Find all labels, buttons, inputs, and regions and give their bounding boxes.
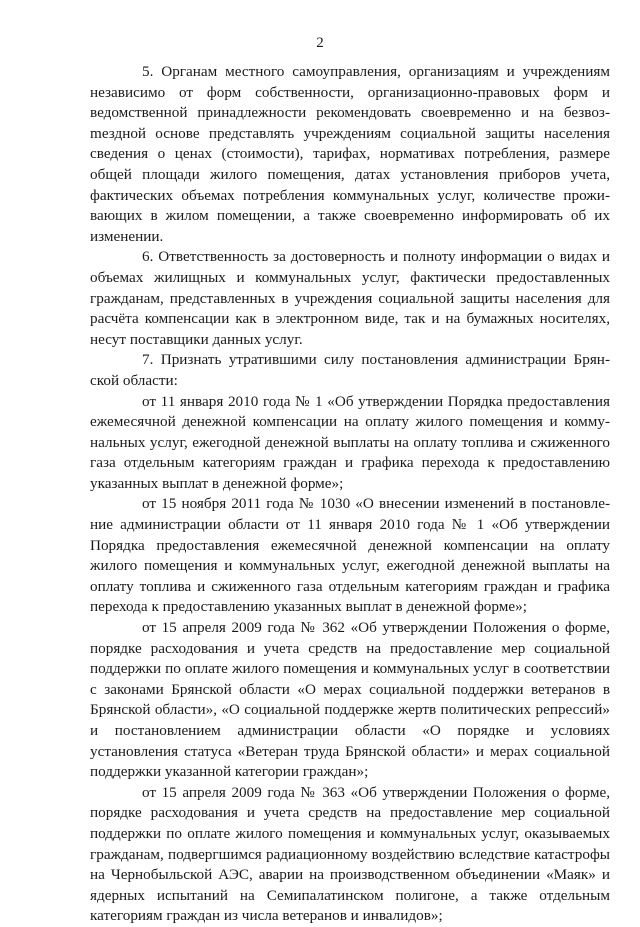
repealed-item-2: от 15 ноября 2011 года № 1030 «О внесении изменений в постановление администрации области от 11 января 2010 года № 1 «Об утверждении Порядка предоставления ежемесячной денежной компенсации на оплату жилого помещения и коммунальных услуг, ежегодной денежной выплаты на оплату топлива и сжиженного газа отдельным категориям граждан и графика перехода к предоставлению указанных выплат в денежной форме»; <box>90 495 610 616</box>
paragraph-7: 7. Признать утратившими силу постановления администрации Брянской области: <box>90 351 610 389</box>
document-body <box>90 62 610 927</box>
paragraph-5: 5. Органам местного самоуправления, организациям и учреждениям независимо от форм собственности, организационно-правовых форм и ведомственной принадлежности рекомендовать своевременно и на безвозmездной основе представлять учреждениям социальной защиты населения сведения о ценах (стоимости), тарифах, нормативах потребления, размере общей площади жилого помещения, датах установления приборов учета, фактических объемах потребления коммунальных услуг, количестве проживающих в жилом помещении, а также своевременно информировать об их изменении. <box>90 63 610 245</box>
repealed-item-4: от 15 апреля 2009 года № 363 «Об утверждении Положения о форме, порядке расходования и учета средств на предоставление мер социальной поддержки по оплате жилого помещения и коммунальных услуг, оказываемых гражданам, подвергшимся радиационному воздействию вследствие катастрофы на Чернобыльской АЭС, аварии на производственном объединении «Маяк» и ядерных испытаний на Семипалатинском полигоне, а также отдельным категориям граждан из числа ветеранов и инвалидов»; <box>90 783 610 925</box>
repealed-item-1: от 11 января 2010 года № 1 «Об утверждении Порядка предоставления ежемесячной денежной компенсации на оплату жилого помещения и коммунальных услуг, ежегодной денежной выплаты на оплату топлива и сжиженного газа отдельным категориям граждан и графика перехода к предоставлению указанных выплат в денежной форме»; <box>90 392 610 492</box>
paragraph-6: 6. Ответственность за достоверность и полноту информации о видах и объемах жилищных и коммунальных услуг, фактически предоставленных гражданам, представленных в учреждения социальной защиты населения для расчёта компенсации как в электронном виде, так и на бумажных носителях, несут поставщики данных услуг. <box>90 248 610 348</box>
page-number: 2 <box>316 35 324 51</box>
repealed-item-3: от 15 апреля 2009 года № 362 «Об утверждении Положения о форме, порядке расходования и учета средств на предоставление мер социальной поддержки по оплате жилого помещения и коммунальных услуг в соответствии с законами Брянской области «О мерах социальной поддержки ветеранов в Брянской области», «О социальной поддержке жертв политических репрессий» и постановлением администрации области «О порядке и условиях установления статуса «Ветеран труда Брянской области» и мерах социальной поддержки указанной категории граждан»; <box>90 619 610 781</box>
